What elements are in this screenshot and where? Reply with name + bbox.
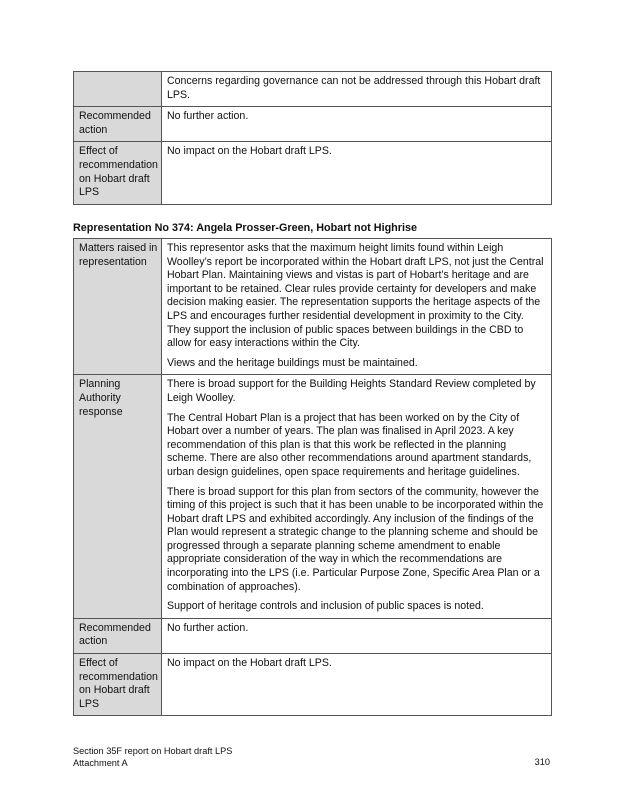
response-paragraph: Support of heritage controls and inclusion of public spaces is noted. (167, 600, 484, 613)
table-row (74, 375, 552, 619)
table-row (74, 654, 552, 716)
table-row (74, 618, 552, 653)
table-row (74, 72, 552, 107)
effect-value: No impact on the Hobart draft LPS. (162, 142, 552, 204)
recommended-action-label: Recommended action (74, 618, 162, 653)
footer-line: Section 35F report on Hobart draft LPS (73, 746, 233, 756)
recommended-action-value: No further action. (162, 107, 552, 142)
effect-label: Effect of recommendation on Hobart draft LPS (74, 654, 162, 716)
matters-paragraph: This representor asks that the maximum height limits found within Leigh Woolley’s report be incorporated within the Hobart draft LPS, not just the Central Hobart Plan. Maintaining views and vistas is part of Hobart’s heritage and are important to be retained. Clear rules provide certainty for developers and make decision making easier. The representation supports the heritage aspects of the LPS and encourages further residential development in proximity to the City. They support the inclusion of public spaces between buildings in the CBD to allow for easy interactions within the City. (167, 242, 544, 350)
recommended-action-label: Recommended action (74, 107, 162, 142)
matters-label: Matters raised in representation (74, 239, 162, 375)
continued-text-cell: Concerns regarding governance can not be addressed through this Hobart draft LPS. (162, 72, 552, 107)
matters-paragraph: Views and the heritage buildings must be maintained. (167, 356, 418, 369)
response-paragraph: There is broad support for the Building Heights Standard Review completed by Leigh Woolley. (167, 378, 536, 404)
response-label: Planning Authority response (74, 375, 162, 619)
matters-cell (162, 239, 552, 375)
representation-heading: Representation No 374: Angela Prosser-Green, Hobart not Highrise (73, 222, 417, 234)
footer (73, 745, 232, 769)
representation-table (73, 238, 552, 716)
footer-line: Attachment A (73, 758, 128, 768)
table-row (74, 107, 552, 142)
previous-representation-table (73, 71, 552, 205)
response-cell (162, 375, 552, 619)
response-paragraph: The Central Hobart Plan is a project that has been worked on by the City of Hobart over a number of years. The plan was finalised in April 2023. A key recommendation of this plan is that this work be reflected in the planning scheme. There are also other recommendations around apartment standards, urban design guidelines, open space requirements and heritage guidelines. (167, 411, 532, 478)
page-number: 310 (534, 757, 550, 767)
recommended-action-value: No further action. (162, 618, 552, 653)
empty-label-cell (74, 72, 162, 107)
effect-value: No impact on the Hobart draft LPS. (162, 654, 552, 716)
response-paragraph: There is broad support for this plan from sectors of the community, however the timing of this project is such that it has been unable to be incorporated within the Hobart draft LPS and exhibited accordingly. Any inclusion of the findings of the Plan would represent a strategic change to the planning scheme and should be progressed through a separate planning scheme amendment to enable appropriate consideration of the way in which the recommendations are incorporating into the LPS (i.e. Particular Purpose Zone, Specific Area Plan or a combination of approaches). (167, 485, 544, 593)
table-row (74, 239, 552, 375)
table-row (74, 142, 552, 204)
effect-label: Effect of recommendation on Hobart draft LPS (74, 142, 162, 204)
